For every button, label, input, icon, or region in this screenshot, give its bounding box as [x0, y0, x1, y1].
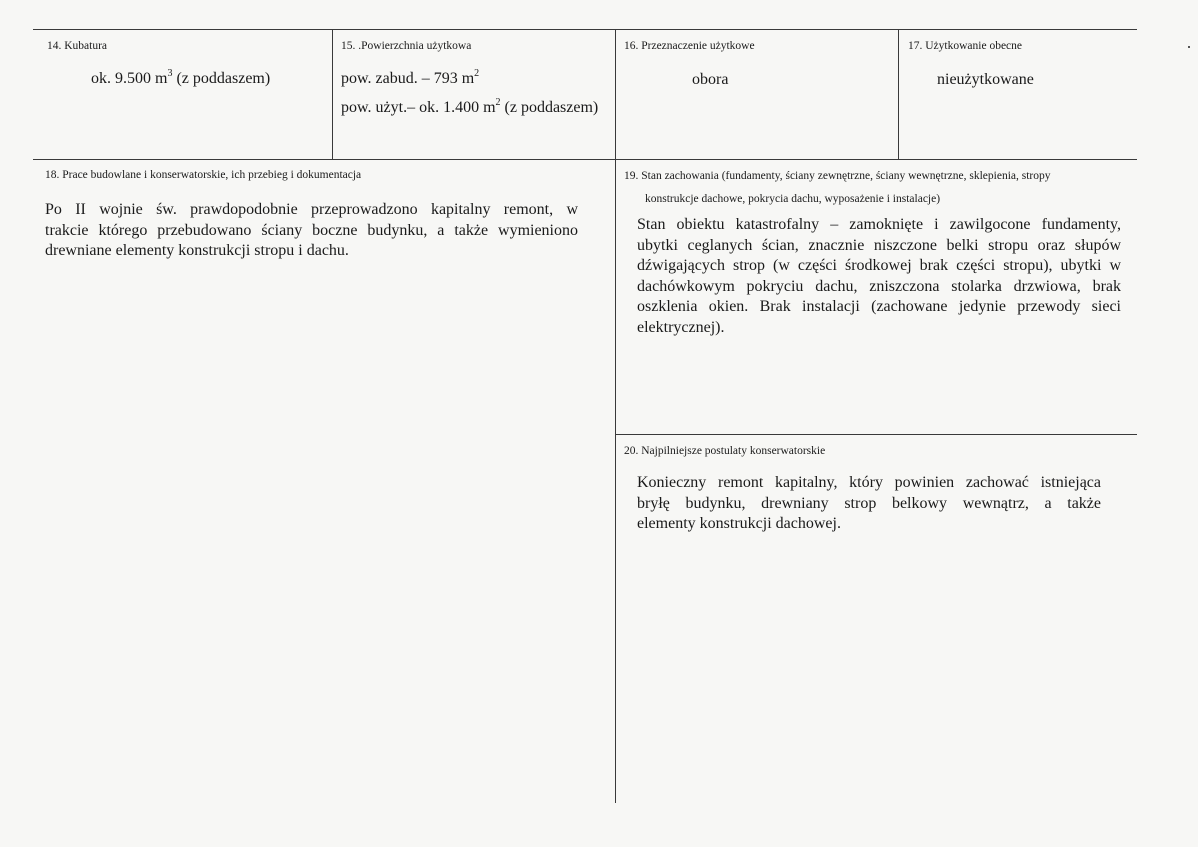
field-18-text-line: Po II wojnie św. prawdopodobnie przeprowadzono kapitalny remont, w: [45, 201, 578, 218]
field-19-text-line: dachówkowym pokryciu dachu, zniszczona stolarka drzwiowa, brak: [637, 277, 1121, 295]
column-divider-15-16: [615, 29, 616, 803]
field-19-text-line: dźwigających strop (w części środkowej brak części stropu), ubytki w: [637, 257, 1121, 274]
field-15-line-1-main: pow. zabud. – 793 m: [341, 70, 475, 87]
field-15-line-2: [341, 98, 598, 118]
field-20-label: 20. Najpilniejsze postulaty konserwatorskie: [624, 445, 826, 457]
field-17-label: 17. Użytkowanie obecne: [908, 40, 1023, 52]
field-19-label-line-2: konstrukcje dachowe, pokrycia dachu, wyposażenie i instalacje): [645, 193, 941, 205]
field-15-line-2-rest: (z poddaszem): [500, 99, 599, 116]
field-20-text-line: Konieczny remont kapitalny, który powinien zachować istniejąca: [637, 474, 1101, 491]
field-15-line-1: [341, 69, 479, 89]
field-20-text-line: elementy konstrukcji dachowej.: [637, 515, 841, 532]
field-20-text-line: bryłę budynku, drewniany strop belkowy wewnątrz, a także: [637, 494, 1101, 512]
field-19-text-line: Stan obiektu katastrofalny – zamoknięte i zawilgocone fundamenty,: [637, 216, 1121, 233]
page-mark: [1188, 46, 1190, 48]
field-14-value: [91, 69, 270, 89]
row-divider-line: [33, 159, 1137, 160]
field-19-text-line: oszklenia okien. Brak instalacji (zachowane jedynie przewody sieci: [637, 298, 1121, 315]
field-18-text-line: trakcie którego przebudowano ściany boczne budynku, a także wymieniono: [45, 221, 578, 239]
top-border-line: [33, 29, 1137, 30]
field-14-label: 14. Kubatura: [47, 40, 108, 52]
field-19-text-line: ubytki ceglanych ścian, znacznie niszczone belki stropu oraz słupów: [637, 236, 1121, 254]
field-18-label: 18. Prace budowlane i konserwatorskie, ich przebieg i dokumentacja: [45, 169, 362, 181]
field-14-value-main: ok. 9.500 m: [91, 70, 168, 87]
field-19-text-line: elektrycznej).: [637, 318, 725, 336]
field-19-text: [637, 215, 1121, 338]
column-divider-14-15: [332, 29, 333, 159]
field-16-value: obora: [692, 71, 729, 88]
column-divider-16-17: [898, 29, 899, 159]
section-19-20-divider-line: [615, 434, 1137, 435]
field-15-label: 15. .Powierzchnia użytkowa: [341, 40, 472, 52]
field-16-label: 16. Przeznaczenie użytkowe: [624, 40, 755, 52]
field-14-value-rest: (z poddaszem): [172, 70, 271, 87]
field-20-text: [637, 473, 1101, 535]
field-19-label-line-1: 19. Stan zachowania (fundamenty, ściany zewnętrzne, ściany wewnętrzne, sklepienia, stropy: [624, 170, 1051, 182]
field-14-value-sup: 3: [167, 67, 173, 79]
field-17-value: nieużytkowane: [937, 71, 1034, 88]
field-15-line-2-main: pow. użyt.– ok. 1.400 m: [341, 99, 496, 116]
field-15-line-1-sup: 2: [474, 67, 480, 79]
field-15-line-2-sup: 2: [495, 96, 501, 108]
field-18-text: [45, 200, 578, 262]
field-18-text-line: drewniane elementy konstrukcji stropu i dachu.: [45, 242, 349, 259]
